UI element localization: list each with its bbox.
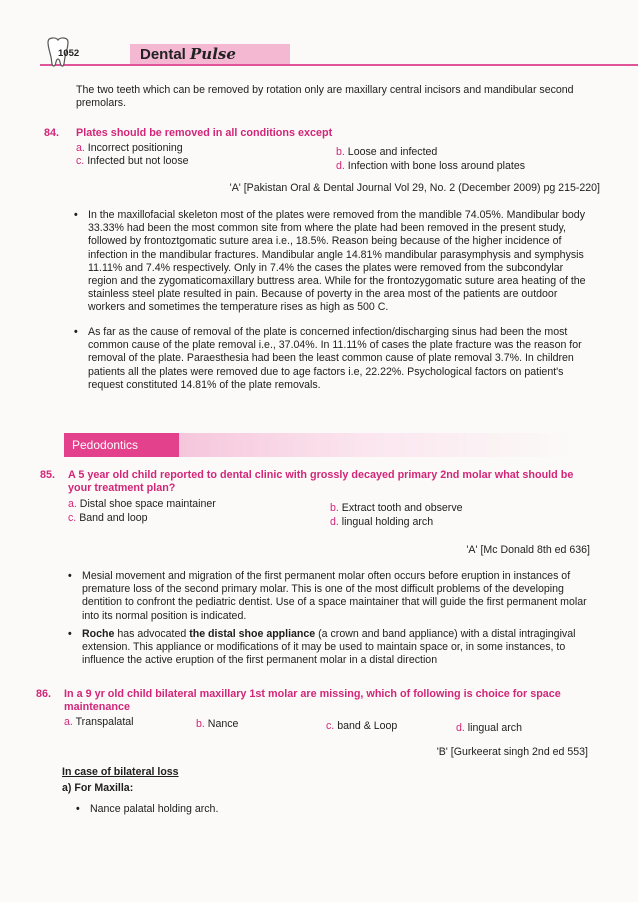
option-text: band & Loop [337,720,398,732]
option-letter: a. [76,142,85,154]
option-letter: d. [330,516,339,528]
q86-subheading: In case of bilateral loss [62,766,179,778]
q86-reference: 'B' [Gurkeerat singh 2nd ed 553] [436,746,588,758]
option-letter: c. [68,512,77,524]
option-text: Nance [207,718,239,730]
q84-option-c [76,155,189,167]
title-main: Dental [140,46,191,63]
section-heading: Pedodontics [64,433,179,457]
q84-question: Plates should be removed in all conditions except [76,127,333,139]
option-text: Extract tooth and observe [341,502,463,514]
q85-option-b [330,502,463,514]
q85-reference: 'A' [Mc Donald 8th ed 636] [466,544,590,556]
option-text: lingual arch [467,722,522,734]
q86-option-c [326,720,397,732]
q86-option-d [456,722,522,734]
q85-option-c [68,512,148,524]
q85-bullet-1: • Mesial movement and migration of the first permanent molar often occurs before eruption in instances of premature loss of the second primary molar. This is one of the most difficult problems of the developing dentition to confront the pediatric dentist. Use of a space maintainer that will guide the first permanent molar into its normal position is indicated. [82,570,592,623]
q86-option-b [196,718,238,730]
option-letter: b. [196,718,205,730]
option-letter: d. [456,722,465,734]
option-text: Transpalatal [75,716,134,728]
q85-option-a [68,498,216,510]
intro-text: The two teeth which can be removed by rotation only are maxillary central incisors and mandibular second premolars. [76,84,574,109]
title-script: Pulse [190,45,236,63]
q84-bullet-1: • In the maxillofacial skeleton most of the plates were removed from the mandible 74.05%. Mandibular body 33.33% had been the most common site from where the plate had been removed in the present study, followed by frontoztgomatic suture area i.e., 18.5%. Reason being because of the higher incidence of infection in the mandibular fractures. Mandibular angle 14.81% mandibular parasymphysis and symphysis 11.11% and 7.4% respectively. Only in 7.4% the cases the plates were removed from the subcondylar region and the zygomaticomaxillary buttress area. While for the frontozygomatic suture area heating of the stainless steel plate resulted in pain. Because of poverty in the area most of the patients are outdoor workers and sometimes the temperature rises as high as 500 C. [88,209,594,315]
option-letter: b. [336,146,345,158]
q86-option-a [64,716,134,728]
bullet-text: has advocated [114,628,190,640]
option-text: Distal shoe space maintainer [79,498,216,510]
q84-bullet-2: • As far as the cause of removal of the plate is concerned infection/discharging sinus had been the most common cause of the plate removal i.e., 37.04%. In 11.11% of cases the plate fracture was the reason for removal of the plate. Paraesthesia had been the least common cause of plate removal 3.7%. In children patients all the plates were removed due to age factors i.e, 22.22%. Psychological factors on patient's request constituted 14.81% of the plate removals. [88,326,594,392]
option-letter: b. [330,502,339,514]
running-title [140,45,236,63]
bullet-name: Roche [82,628,115,640]
option-letter: c. [326,720,335,732]
option-letter: d. [336,160,345,172]
option-text: Incorrect positioning [87,142,183,154]
q84-reference: 'A' [Pakistan Oral & Dental Journal Vol 29, No. 2 (December 2009) pg 215-220] [229,182,600,194]
q86-number: 86. [36,688,52,700]
option-text: Loose and infected [347,146,438,158]
option-text: lingual holding arch [341,516,434,528]
q85-number: 85. [40,469,56,481]
page-header [0,40,638,68]
bullet-bold: the distal shoe appliance [189,628,316,640]
option-letter: c. [76,155,85,167]
bullet-text-rest: (a crown and band appliance) with a distal intragingival extension. This appliance or modifications of it may be used to maintain space or, in some instances, to influence the active eruption of the first permanent molar in a distal direction [82,628,576,667]
option-text: Infection with bone loss around plates [347,160,526,172]
header-rule [40,64,638,66]
q86-question: In a 9 yr old child bilateral maxillary 1st molar are missing, which of following is choice for space maintenance [64,688,561,713]
q84-option-d [336,160,525,172]
q85-question: A 5 year old child reported to dental clinic with grossly decayed primary 2nd molar what should be your treatment plan? [68,469,574,494]
q85-option-d [330,516,433,528]
q86-subheading-2: a) For Maxilla: [62,782,134,794]
option-text: Band and loop [79,512,148,524]
q85-bullet-2 [82,628,592,668]
q84-option-b [336,146,437,158]
page-number: 1052 [58,48,80,59]
option-text: Infected but not loose [87,155,189,167]
q84-number: 84. [44,127,60,139]
q86-bullet: • Nance palatal holding arch. [90,803,570,816]
q84-option-a [76,142,183,154]
option-letter: a. [64,716,73,728]
option-letter: a. [68,498,77,510]
